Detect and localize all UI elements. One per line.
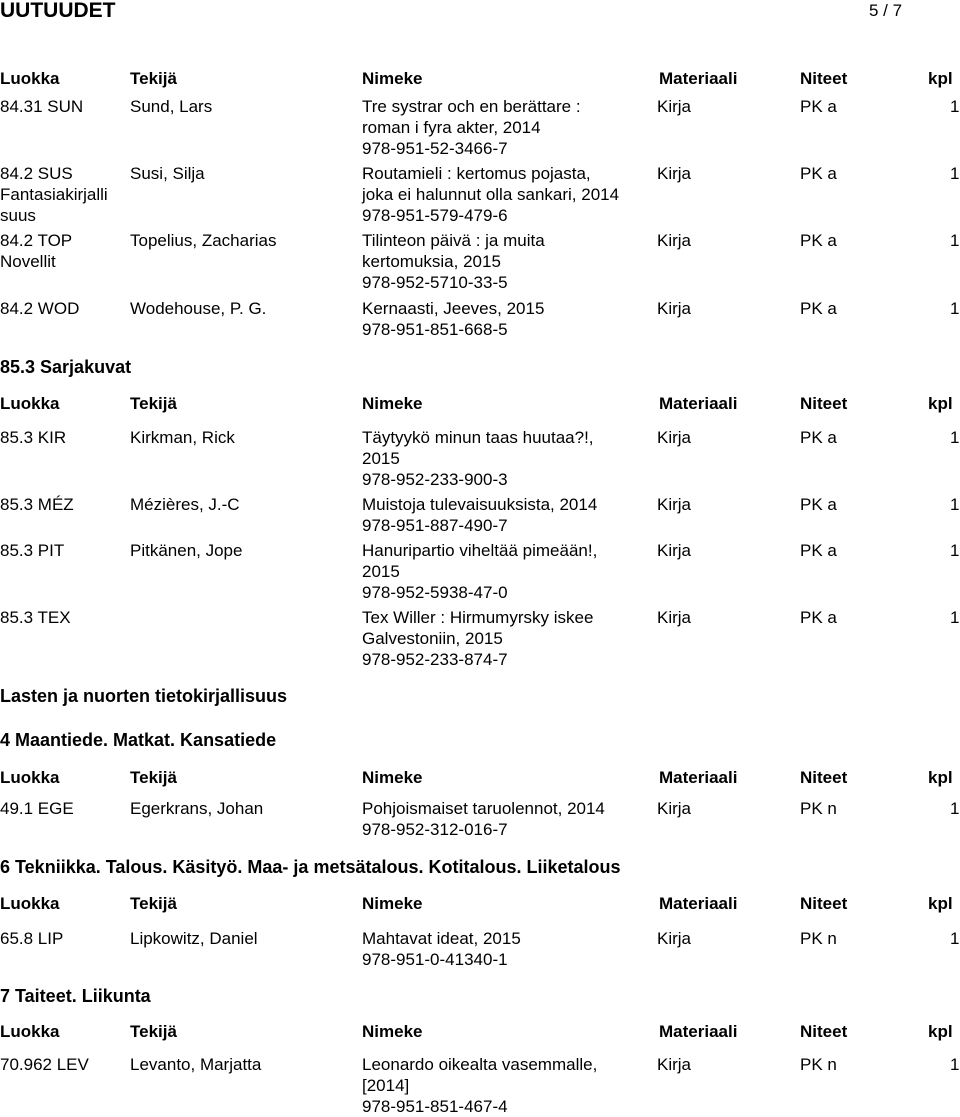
col-materiaali: Materiaali <box>659 894 738 913</box>
row-kpl: 1 <box>950 299 960 318</box>
nimeke-line: 2015 <box>362 562 400 581</box>
row-kpl: 1 <box>950 428 960 447</box>
row-nimeke <box>362 298 544 340</box>
section-heading: 6 Tekniikka. Talous. Käsityö. Maa- ja metsätalous. Kotitalous. Liiketalous <box>0 857 621 877</box>
row-tekija: Susi, Silja <box>130 164 205 183</box>
section-heading: 4 Maantiede. Matkat. Kansatiede <box>0 730 277 750</box>
nimeke-line: 2015 <box>362 449 400 468</box>
row-kpl: 1 <box>950 799 960 818</box>
nimeke-line: Tex Willer : Hirmumyrsky iskee <box>362 608 594 627</box>
col-tekija: Tekijä <box>130 1022 177 1041</box>
col-nimeke: Nimeke <box>362 894 423 913</box>
row-nimeke <box>362 540 597 603</box>
row-luokka <box>0 540 64 561</box>
luokka-line: 85.3 TEX <box>0 608 71 627</box>
nimeke-line: Hanuripartio viheltää pimeään!, <box>362 541 598 560</box>
nimeke-line: roman i fyra akter, 2014 <box>362 118 541 137</box>
luokka-line: 84.2 SUS <box>0 164 73 183</box>
row-nimeke <box>362 427 594 490</box>
nimeke-line: [2014] <box>362 1076 410 1095</box>
col-niteet: Niteet <box>800 1022 848 1041</box>
row-tekija: Topelius, Zacharias <box>130 231 277 250</box>
row-tekija: Wodehouse, P. G. <box>130 299 267 318</box>
row-luokka <box>0 928 63 949</box>
col-materiaali: Materiaali <box>659 768 738 787</box>
row-niteet: PK a <box>800 164 837 183</box>
row-tekija: Levanto, Marjatta <box>130 1055 262 1074</box>
nimeke-line: Mahtavat ideat, 2015 <box>362 929 521 948</box>
luokka-line: Fantasiakirjalli <box>0 185 108 204</box>
row-kpl: 1 <box>950 541 960 560</box>
nimeke-line: 978-952-233-874-7 <box>362 650 508 669</box>
col-nimeke: Nimeke <box>362 394 423 413</box>
row-luokka <box>0 298 79 319</box>
row-tekija: Lipkowitz, Daniel <box>130 929 258 948</box>
row-niteet: PK a <box>800 608 837 627</box>
row-materiaali: Kirja <box>657 164 692 183</box>
nimeke-line: 978-952-312-016-7 <box>362 820 508 839</box>
row-materiaali: Kirja <box>657 608 692 627</box>
row-kpl: 1 <box>950 608 960 627</box>
row-nimeke <box>362 96 581 159</box>
row-kpl: 1 <box>950 929 960 948</box>
row-niteet: PK n <box>800 1055 837 1074</box>
col-tekija: Tekijä <box>130 894 177 913</box>
nimeke-line: Routamieli : kertomus pojasta, <box>362 164 591 183</box>
nimeke-line: Pohjoismaiset taruolennot, 2014 <box>362 799 605 818</box>
row-luokka <box>0 798 74 819</box>
row-tekija: Egerkrans, Johan <box>130 799 264 818</box>
col-niteet: Niteet <box>800 394 848 413</box>
col-niteet: Niteet <box>800 69 848 88</box>
row-luokka <box>0 607 71 628</box>
col-niteet: Niteet <box>800 894 848 913</box>
col-kpl: kpl <box>928 894 953 913</box>
nimeke-line: joka ei halunnut olla sankari, 2014 <box>362 185 620 204</box>
nimeke-line: Täytyykö minun taas huutaa?!, <box>362 428 594 447</box>
nimeke-line: Muistoja tulevaisuuksista, 2014 <box>362 495 598 514</box>
row-niteet: PK a <box>800 495 837 514</box>
row-niteet: PK n <box>800 929 837 948</box>
col-luokka: Luokka <box>0 69 60 88</box>
row-kpl: 1 <box>950 164 960 183</box>
section-heading: 7 Taiteet. Liikunta <box>0 986 151 1006</box>
row-luokka <box>0 494 74 515</box>
row-kpl: 1 <box>950 495 960 514</box>
row-materiaali: Kirja <box>657 799 692 818</box>
row-nimeke <box>362 798 605 840</box>
luokka-line: 85.3 KIR <box>0 428 67 447</box>
page-title: UUTUUDET <box>0 0 116 22</box>
row-materiaali: Kirja <box>657 929 692 948</box>
nimeke-line: Tilinteon päivä : ja muita <box>362 231 545 250</box>
col-kpl: kpl <box>928 69 953 88</box>
row-tekija: Kirkman, Rick <box>130 428 235 447</box>
nimeke-line: 978-951-887-490-7 <box>362 516 508 535</box>
col-materiaali: Materiaali <box>659 394 738 413</box>
row-luokka <box>0 163 108 226</box>
row-materiaali: Kirja <box>657 495 692 514</box>
nimeke-line: 978-951-851-668-5 <box>362 320 508 339</box>
col-luokka: Luokka <box>0 1022 60 1041</box>
luokka-line: 49.1 EGE <box>0 799 74 818</box>
luokka-line: 84.2 TOP <box>0 231 73 250</box>
section-heading: 85.3 Sarjakuvat <box>0 357 132 377</box>
row-kpl: 1 <box>950 97 960 116</box>
col-luokka: Luokka <box>0 894 60 913</box>
luokka-line: 70.962 LEV <box>0 1055 89 1074</box>
col-luokka: Luokka <box>0 768 60 787</box>
col-kpl: kpl <box>928 768 953 787</box>
row-niteet: PK n <box>800 799 837 818</box>
row-nimeke <box>362 494 597 536</box>
nimeke-line: Tre systrar och en berättare : <box>362 97 581 116</box>
luokka-line: suus <box>0 206 36 225</box>
luokka-line: 84.2 WOD <box>0 299 80 318</box>
col-materiaali: Materiaali <box>659 69 738 88</box>
row-luokka <box>0 96 83 117</box>
col-materiaali: Materiaali <box>659 1022 738 1041</box>
nimeke-line: Kernaasti, Jeeves, 2015 <box>362 299 545 318</box>
col-tekija: Tekijä <box>130 69 177 88</box>
row-tekija: Pitkänen, Jope <box>130 541 243 560</box>
row-materiaali: Kirja <box>657 231 692 250</box>
luokka-line: 85.3 PIT <box>0 541 65 560</box>
luokka-line: 65.8 LIP <box>0 929 64 948</box>
row-kpl: 1 <box>950 231 960 250</box>
row-materiaali: Kirja <box>657 428 692 447</box>
row-materiaali: Kirja <box>657 97 692 116</box>
row-nimeke <box>362 163 619 226</box>
row-kpl: 1 <box>950 1055 960 1074</box>
row-niteet: PK a <box>800 541 837 560</box>
row-materiaali: Kirja <box>657 1055 692 1074</box>
nimeke-line: Galvestoniin, 2015 <box>362 629 503 648</box>
nimeke-line: kertomuksia, 2015 <box>362 252 501 271</box>
row-tekija: Sund, Lars <box>130 97 213 116</box>
luokka-line: Novellit <box>0 252 56 271</box>
row-nimeke <box>362 928 521 970</box>
luokka-line: 84.31 SUN <box>0 97 84 116</box>
row-niteet: PK a <box>800 428 837 447</box>
row-niteet: PK a <box>800 231 837 250</box>
row-materiaali: Kirja <box>657 541 692 560</box>
row-luokka <box>0 230 72 272</box>
col-kpl: kpl <box>928 394 953 413</box>
row-luokka <box>0 1054 89 1075</box>
row-niteet: PK a <box>800 299 837 318</box>
row-luokka <box>0 427 66 448</box>
nimeke-line: 978-952-5710-33-5 <box>362 273 508 292</box>
col-tekija: Tekijä <box>130 394 177 413</box>
nimeke-line: Leonardo oikealta vasemmalle, <box>362 1055 598 1074</box>
nimeke-line: 978-951-0-41340-1 <box>362 950 508 969</box>
row-materiaali: Kirja <box>657 299 692 318</box>
nimeke-line: 978-951-851-467-4 <box>362 1097 508 1116</box>
nimeke-line: 978-951-52-3466-7 <box>362 139 508 158</box>
col-kpl: kpl <box>928 1022 953 1041</box>
page-counter: 5 / 7 <box>869 1 903 20</box>
col-luokka: Luokka <box>0 394 60 413</box>
row-tekija: Mézières, J.-C <box>130 495 240 514</box>
luokka-line: 85.3 MÉZ <box>0 495 74 514</box>
category-heading: Lasten ja nuorten tietokirjallisuus <box>0 686 288 706</box>
col-nimeke: Nimeke <box>362 768 423 787</box>
nimeke-line: 978-952-5938-47-0 <box>362 583 508 602</box>
nimeke-line: 978-951-579-479-6 <box>362 206 508 225</box>
col-nimeke: Nimeke <box>362 69 423 88</box>
col-nimeke: Nimeke <box>362 1022 423 1041</box>
row-nimeke <box>362 1054 597 1117</box>
nimeke-line: 978-952-233-900-3 <box>362 470 508 489</box>
col-niteet: Niteet <box>800 768 848 787</box>
col-tekija: Tekijä <box>130 768 177 787</box>
row-nimeke <box>362 607 593 670</box>
row-niteet: PK a <box>800 97 837 116</box>
row-nimeke <box>362 230 545 293</box>
